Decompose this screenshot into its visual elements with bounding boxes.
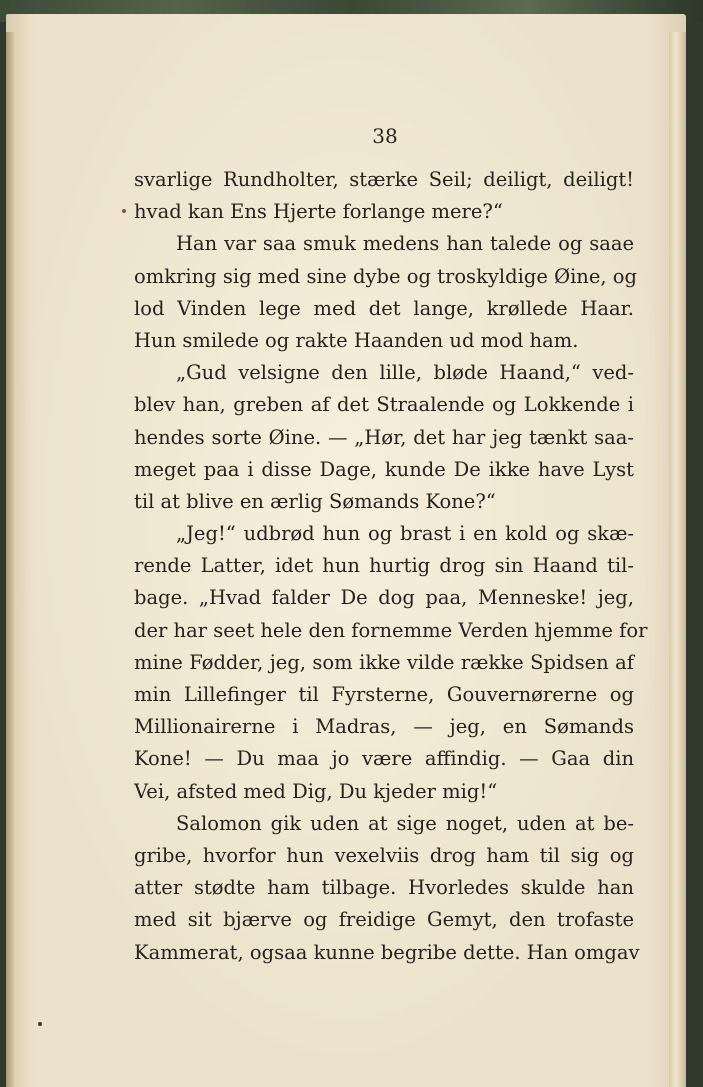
text-line: gribe, hvorfor hun vexelviis drog ham til sig og (134, 843, 634, 867)
text-line: omkring sig med sine dybe og troskyldige Øine, og (134, 264, 638, 288)
text-line: hendes sorte Øine. — „Hør, det har jeg tænkt saa- (134, 425, 634, 449)
text-line: „Jeg!“ udbrød hun og brast i en kold og skæ- (176, 522, 634, 546)
page-text (134, 164, 648, 969)
text-line: til at blive en ærlig Sømands Kone?“ (134, 489, 496, 513)
text-line: Kammerat, ogsaa kunne begribe dette. Han omgav (134, 940, 640, 964)
text-line: Kone! — Du maa jo være affindig. — Gaa din (134, 747, 634, 771)
text-line: lod Vinden lege med det lange, krøllede Haar. (134, 296, 634, 320)
text-line: min Lillefinger til Fyrsterne, Gouvernørerne og (134, 683, 634, 706)
ink-speck (38, 1022, 42, 1026)
text-line: med sit bjærve og freidige Gemyt, den trofaste (134, 908, 634, 932)
page-edge (669, 32, 686, 1087)
text-line: rende Latter, idet hun hurtig drog sin Haand til- (134, 554, 634, 578)
ink-speck (122, 209, 126, 213)
text-line: blev han, greben af det Straalende og Lokkende i (134, 393, 634, 417)
text-line: der har seet hele den fornemme Verden hjemme for (134, 618, 648, 642)
text-line: Vei, afsted med Dig, Du kjeder mig!“ (134, 779, 498, 803)
text-line: meget paa i disse Dage, kunde De ikke have Lyst (134, 457, 634, 481)
text-line: hvad kan Ens Hjerte forlange mere?“ (134, 200, 503, 224)
text-line: bage. „Hvad falder De dog paa, Menneske! jeg, (134, 586, 634, 610)
text-line: Millionairerne i Madras, — jeg, en Sømands (134, 715, 634, 739)
page-number: 38 (372, 124, 398, 148)
text-line: „Gud velsigne den lille, bløde Haand,“ ved- (176, 361, 634, 385)
text-line: mine Fødder, jeg, som ikke vilde række Spidsen af (134, 650, 634, 674)
text-line: svarlige Rundholter, stærke Seil; deiligt, deiligt! (134, 168, 634, 191)
book-page (6, 14, 686, 1087)
text-line: Salomon gik uden at sige noget, uden at be- (176, 811, 634, 835)
text-line: Hun smilede og rakte Haanden ud mod ham. (134, 328, 579, 352)
page-gutter (6, 32, 14, 1087)
text-line: Han var saa smuk medens han talede og saae (176, 232, 634, 256)
text-line: atter stødte ham tilbage. Hvorledes skulde han (134, 876, 634, 900)
